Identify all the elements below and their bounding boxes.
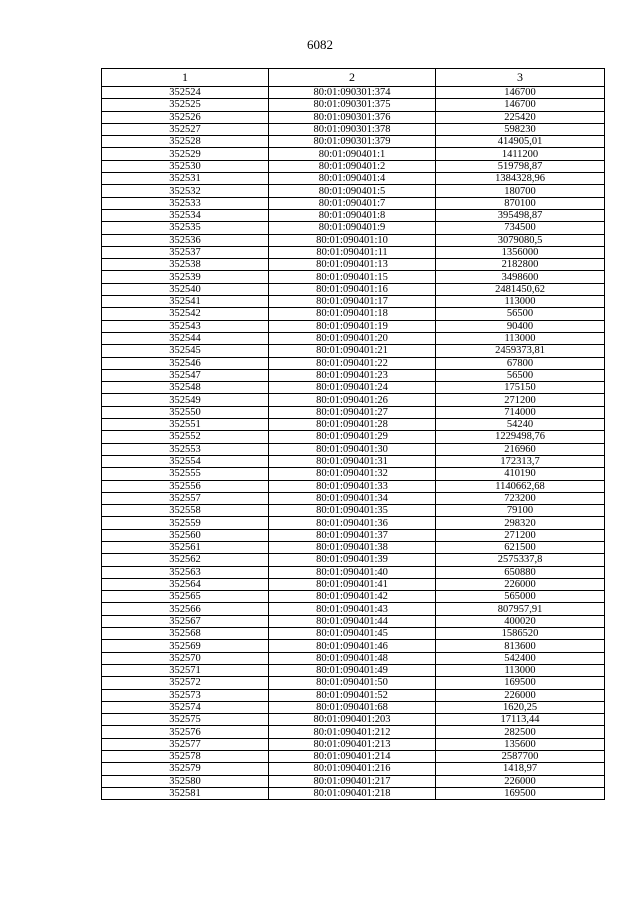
row-number-cell: 352543 (102, 320, 269, 332)
cadastral-number-cell: 80:01:090401:214 (269, 751, 436, 763)
value-cell: 519798,87 (436, 160, 605, 172)
cadastral-number-cell: 80:01:090401:22 (269, 357, 436, 369)
table-row (102, 726, 605, 738)
row-number-cell: 352527 (102, 123, 269, 135)
cadastral-number-cell: 80:01:090401:27 (269, 406, 436, 418)
cadastral-number-cell: 80:01:090401:24 (269, 382, 436, 394)
value-cell: 271200 (436, 529, 605, 541)
table-row (102, 87, 605, 99)
table-row (102, 369, 605, 381)
cadastral-number-cell: 80:01:090401:9 (269, 222, 436, 234)
cadastral-number-cell: 80:01:090401:34 (269, 492, 436, 504)
table-row (102, 517, 605, 529)
cadastral-number-cell: 80:01:090401:2 (269, 160, 436, 172)
row-number-cell: 352526 (102, 111, 269, 123)
column-header-3: 3 (436, 69, 605, 87)
value-cell: 271200 (436, 394, 605, 406)
cadastral-number-cell: 80:01:090401:46 (269, 640, 436, 652)
table-row (102, 136, 605, 148)
value-cell: 180700 (436, 185, 605, 197)
table-row (102, 111, 605, 123)
value-cell: 2182800 (436, 259, 605, 271)
value-cell: 172313,7 (436, 455, 605, 467)
table-row (102, 566, 605, 578)
row-number-cell: 352548 (102, 382, 269, 394)
table-row (102, 431, 605, 443)
table-row (102, 738, 605, 750)
header-row (102, 69, 605, 87)
value-cell: 175150 (436, 382, 605, 394)
value-cell: 714000 (436, 406, 605, 418)
value-cell: 90400 (436, 320, 605, 332)
row-number-cell: 352571 (102, 664, 269, 676)
value-cell: 1620,25 (436, 701, 605, 713)
value-cell: 2587700 (436, 751, 605, 763)
table-row (102, 406, 605, 418)
value-cell: 1140662,68 (436, 480, 605, 492)
table-row (102, 628, 605, 640)
cadastral-number-cell: 80:01:090301:374 (269, 87, 436, 99)
row-number-cell: 352572 (102, 677, 269, 689)
value-cell: 870100 (436, 197, 605, 209)
value-cell: 56500 (436, 369, 605, 381)
table-row (102, 271, 605, 283)
page-number: 6082 (307, 37, 333, 52)
table-row (102, 99, 605, 111)
cadastral-number-cell: 80:01:090401:36 (269, 517, 436, 529)
cadastral-number-cell: 80:01:090401:216 (269, 763, 436, 775)
table-row (102, 689, 605, 701)
value-cell: 79100 (436, 505, 605, 517)
row-number-cell: 352574 (102, 701, 269, 713)
cadastral-number-cell: 80:01:090401:217 (269, 775, 436, 787)
value-cell: 113000 (436, 332, 605, 344)
value-cell: 3498600 (436, 271, 605, 283)
table-row (102, 123, 605, 135)
value-cell: 146700 (436, 87, 605, 99)
value-cell: 216960 (436, 443, 605, 455)
cadastral-number-cell: 80:01:090401:30 (269, 443, 436, 455)
row-number-cell: 352566 (102, 603, 269, 615)
cadastral-number-cell: 80:01:090401:48 (269, 652, 436, 664)
value-cell: 598230 (436, 123, 605, 135)
table-row (102, 591, 605, 603)
row-number-cell: 352534 (102, 209, 269, 221)
row-number-cell: 352559 (102, 517, 269, 529)
table-row (102, 308, 605, 320)
value-cell: 2481450,62 (436, 283, 605, 295)
cadastral-number-cell: 80:01:090301:375 (269, 99, 436, 111)
table-row (102, 603, 605, 615)
cadastral-number-cell: 80:01:090401:49 (269, 664, 436, 676)
row-number-cell: 352541 (102, 296, 269, 308)
table-row (102, 751, 605, 763)
value-cell: 113000 (436, 664, 605, 676)
row-number-cell: 352539 (102, 271, 269, 283)
row-number-cell: 352564 (102, 578, 269, 590)
cadastral-number-cell: 80:01:090401:213 (269, 738, 436, 750)
cadastral-number-cell: 80:01:090401:15 (269, 271, 436, 283)
row-number-cell: 352528 (102, 136, 269, 148)
table-row (102, 640, 605, 652)
cadastral-number-cell: 80:01:090301:378 (269, 123, 436, 135)
value-cell: 1418,97 (436, 763, 605, 775)
row-number-cell: 352531 (102, 173, 269, 185)
row-number-cell: 352530 (102, 160, 269, 172)
row-number-cell: 352551 (102, 419, 269, 431)
table-row (102, 246, 605, 258)
value-cell: 17113,44 (436, 714, 605, 726)
table-row (102, 677, 605, 689)
value-cell: 169500 (436, 677, 605, 689)
value-cell: 650880 (436, 566, 605, 578)
row-number-cell: 352563 (102, 566, 269, 578)
table-row (102, 222, 605, 234)
cadastral-number-cell: 80:01:090401:218 (269, 787, 436, 799)
value-cell: 1586520 (436, 628, 605, 640)
value-cell: 67800 (436, 357, 605, 369)
table-row (102, 714, 605, 726)
row-number-cell: 352544 (102, 332, 269, 344)
value-cell: 1356000 (436, 246, 605, 258)
table-row (102, 492, 605, 504)
cadastral-number-cell: 80:01:090401:28 (269, 419, 436, 431)
table-row (102, 382, 605, 394)
row-number-cell: 352524 (102, 87, 269, 99)
cadastral-number-cell: 80:01:090401:18 (269, 308, 436, 320)
table-row (102, 763, 605, 775)
row-number-cell: 352558 (102, 505, 269, 517)
cadastral-number-cell: 80:01:090401:20 (269, 332, 436, 344)
row-number-cell: 352538 (102, 259, 269, 271)
cadastral-number-cell: 80:01:090401:23 (269, 369, 436, 381)
cadastral-number-cell: 80:01:090301:379 (269, 136, 436, 148)
row-number-cell: 352533 (102, 197, 269, 209)
data-table (101, 68, 605, 800)
cadastral-number-cell: 80:01:090401:11 (269, 246, 436, 258)
cadastral-number-cell: 80:01:090401:35 (269, 505, 436, 517)
cadastral-number-cell: 80:01:090401:21 (269, 345, 436, 357)
cadastral-number-cell: 80:01:090401:17 (269, 296, 436, 308)
value-cell: 2459373,81 (436, 345, 605, 357)
row-number-cell: 352570 (102, 652, 269, 664)
cadastral-number-cell: 80:01:090401:50 (269, 677, 436, 689)
table-row (102, 443, 605, 455)
row-number-cell: 352569 (102, 640, 269, 652)
value-cell: 723200 (436, 492, 605, 504)
row-number-cell: 352547 (102, 369, 269, 381)
table-header (102, 69, 605, 87)
cadastral-number-cell: 80:01:090401:44 (269, 615, 436, 627)
value-cell: 813600 (436, 640, 605, 652)
row-number-cell: 352577 (102, 738, 269, 750)
row-number-cell: 352537 (102, 246, 269, 258)
cadastral-number-cell: 80:01:090401:52 (269, 689, 436, 701)
cadastral-number-cell: 80:01:090401:13 (269, 259, 436, 271)
value-cell: 410190 (436, 468, 605, 480)
value-cell: 807957,91 (436, 603, 605, 615)
cadastral-number-cell: 80:01:090401:42 (269, 591, 436, 603)
table-row (102, 787, 605, 799)
cadastral-number-cell: 80:01:090401:33 (269, 480, 436, 492)
row-number-cell: 352555 (102, 468, 269, 480)
row-number-cell: 352542 (102, 308, 269, 320)
row-number-cell: 352556 (102, 480, 269, 492)
value-cell: 113000 (436, 296, 605, 308)
table-row (102, 185, 605, 197)
table-row (102, 529, 605, 541)
row-number-cell: 352575 (102, 714, 269, 726)
value-cell: 1229498,76 (436, 431, 605, 443)
row-number-cell: 352578 (102, 751, 269, 763)
table-row (102, 455, 605, 467)
cadastral-number-cell: 80:01:090401:1 (269, 148, 436, 160)
table-row (102, 234, 605, 246)
row-number-cell: 352546 (102, 357, 269, 369)
cadastral-number-cell: 80:01:090401:7 (269, 197, 436, 209)
table-row (102, 480, 605, 492)
cadastral-number-cell: 80:01:090401:16 (269, 283, 436, 295)
cadastral-number-cell: 80:01:090401:39 (269, 554, 436, 566)
cadastral-number-cell: 80:01:090401:38 (269, 541, 436, 553)
cadastral-number-cell: 80:01:090401:5 (269, 185, 436, 197)
table-row (102, 148, 605, 160)
row-number-cell: 352553 (102, 443, 269, 455)
row-number-cell: 352540 (102, 283, 269, 295)
row-number-cell: 352525 (102, 99, 269, 111)
value-cell: 2575337,8 (436, 554, 605, 566)
cadastral-number-cell: 80:01:090401:40 (269, 566, 436, 578)
value-cell: 414905,01 (436, 136, 605, 148)
table-row (102, 701, 605, 713)
table-row (102, 775, 605, 787)
cadastral-number-cell: 80:01:090401:45 (269, 628, 436, 640)
row-number-cell: 352581 (102, 787, 269, 799)
table-row (102, 357, 605, 369)
table-row (102, 345, 605, 357)
column-header-2: 2 (269, 69, 436, 87)
table-row (102, 259, 605, 271)
row-number-cell: 352554 (102, 455, 269, 467)
cadastral-number-cell: 80:01:090401:19 (269, 320, 436, 332)
value-cell: 565000 (436, 591, 605, 603)
table-row (102, 615, 605, 627)
value-cell: 56500 (436, 308, 605, 320)
row-number-cell: 352579 (102, 763, 269, 775)
cadastral-number-cell: 80:01:090401:26 (269, 394, 436, 406)
cadastral-number-cell: 80:01:090401:8 (269, 209, 436, 221)
cadastral-number-cell: 80:01:090401:212 (269, 726, 436, 738)
row-number-cell: 352576 (102, 726, 269, 738)
table-row (102, 664, 605, 676)
row-number-cell: 352529 (102, 148, 269, 160)
cadastral-number-cell: 80:01:090401:37 (269, 529, 436, 541)
row-number-cell: 352573 (102, 689, 269, 701)
table-row (102, 468, 605, 480)
cadastral-number-cell: 80:01:090401:10 (269, 234, 436, 246)
row-number-cell: 352565 (102, 591, 269, 603)
value-cell: 621500 (436, 541, 605, 553)
value-cell: 395498,87 (436, 209, 605, 221)
value-cell: 169500 (436, 787, 605, 799)
table-row (102, 419, 605, 431)
table-row (102, 173, 605, 185)
value-cell: 146700 (436, 99, 605, 111)
table-row (102, 541, 605, 553)
table-row (102, 505, 605, 517)
row-number-cell: 352568 (102, 628, 269, 640)
table-row (102, 578, 605, 590)
cadastral-number-cell: 80:01:090401:29 (269, 431, 436, 443)
value-cell: 226000 (436, 578, 605, 590)
table-row (102, 160, 605, 172)
row-number-cell: 352560 (102, 529, 269, 541)
cadastral-number-cell: 80:01:090401:68 (269, 701, 436, 713)
row-number-cell: 352550 (102, 406, 269, 418)
value-cell: 226000 (436, 775, 605, 787)
value-cell: 734500 (436, 222, 605, 234)
row-number-cell: 352580 (102, 775, 269, 787)
cadastral-number-cell: 80:01:090401:203 (269, 714, 436, 726)
table-row (102, 394, 605, 406)
value-cell: 225420 (436, 111, 605, 123)
table-row (102, 652, 605, 664)
table-row (102, 320, 605, 332)
row-number-cell: 352549 (102, 394, 269, 406)
value-cell: 400020 (436, 615, 605, 627)
cadastral-number-cell: 80:01:090401:43 (269, 603, 436, 615)
table-body (102, 87, 605, 800)
value-cell: 542400 (436, 652, 605, 664)
value-cell: 1411200 (436, 148, 605, 160)
row-number-cell: 352557 (102, 492, 269, 504)
table-row (102, 296, 605, 308)
value-cell: 54240 (436, 419, 605, 431)
row-number-cell: 352535 (102, 222, 269, 234)
table-row (102, 554, 605, 566)
row-number-cell: 352536 (102, 234, 269, 246)
row-number-cell: 352552 (102, 431, 269, 443)
row-number-cell: 352562 (102, 554, 269, 566)
cadastral-number-cell: 80:01:090301:376 (269, 111, 436, 123)
table-row (102, 332, 605, 344)
table-row (102, 197, 605, 209)
cadastral-number-cell: 80:01:090401:32 (269, 468, 436, 480)
column-header-1: 1 (102, 69, 269, 87)
row-number-cell: 352561 (102, 541, 269, 553)
table-row (102, 283, 605, 295)
row-number-cell: 352532 (102, 185, 269, 197)
table-row (102, 209, 605, 221)
value-cell: 282500 (436, 726, 605, 738)
cadastral-number-cell: 80:01:090401:31 (269, 455, 436, 467)
value-cell: 226000 (436, 689, 605, 701)
cadastral-number-cell: 80:01:090401:41 (269, 578, 436, 590)
value-cell: 135600 (436, 738, 605, 750)
row-number-cell: 352567 (102, 615, 269, 627)
value-cell: 1384328,96 (436, 173, 605, 185)
row-number-cell: 352545 (102, 345, 269, 357)
value-cell: 3079080,5 (436, 234, 605, 246)
cadastral-number-cell: 80:01:090401:4 (269, 173, 436, 185)
value-cell: 298320 (436, 517, 605, 529)
